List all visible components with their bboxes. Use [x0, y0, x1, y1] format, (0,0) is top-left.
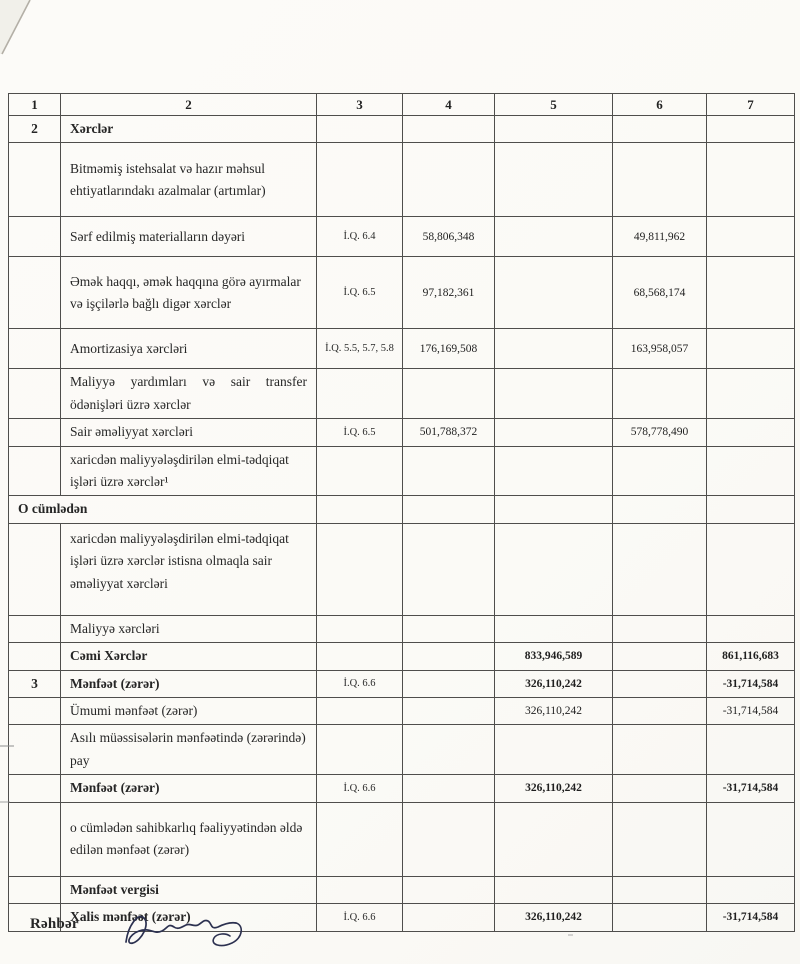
value-cell-col7 [707, 876, 795, 903]
value-cell-col6 [613, 698, 707, 725]
value-cell-col6 [613, 876, 707, 903]
value-cell-col5: 326,110,242 [495, 670, 613, 697]
table-row [9, 419, 795, 446]
row-number-cell [9, 217, 61, 257]
value-cell-col7 [707, 523, 795, 615]
value-cell-col6 [613, 143, 707, 217]
row-description-cell: Ümumi mənfəət (zərər) [61, 698, 317, 725]
table-row [9, 523, 795, 615]
value-cell-col4 [403, 670, 495, 697]
value-cell-col7 [707, 217, 795, 257]
row-number-cell [9, 257, 61, 329]
table-body [9, 116, 795, 932]
column-header: 1 [9, 94, 61, 116]
row-description-cell: Sərf edilmiş materialların dəyəri [61, 217, 317, 257]
row-description-cell: xaricdən maliyyələşdirilən elmi-tədqiqat işləri üzrə xərclər¹ [61, 446, 317, 496]
value-cell-col4 [403, 698, 495, 725]
value-cell-col5: 326,110,242 [495, 904, 613, 931]
value-cell-col7 [707, 496, 795, 523]
value-cell-col6 [613, 116, 707, 143]
row-number-cell [9, 446, 61, 496]
value-cell-col4 [403, 904, 495, 931]
value-cell-col5 [495, 523, 613, 615]
reference-cell [317, 116, 403, 143]
row-number-cell [9, 725, 61, 775]
table-row [9, 615, 795, 642]
row-description-cell: Sair əməliyyat xərcləri [61, 419, 317, 446]
value-cell-col7: -31,714,584 [707, 904, 795, 931]
value-cell-col7: -31,714,584 [707, 670, 795, 697]
column-header: 2 [61, 94, 317, 116]
reference-cell: İ.Q. 6.6 [317, 670, 403, 697]
value-cell-col4 [403, 876, 495, 903]
table-row [9, 802, 795, 876]
value-cell-col4: 97,182,361 [403, 257, 495, 329]
page-corner-fold [0, 0, 60, 72]
scan-artifact-line [0, 745, 14, 747]
row-number-cell [9, 802, 61, 876]
scan-artifact-dot [568, 934, 573, 936]
value-cell-col5 [495, 116, 613, 143]
value-cell-col4: 176,169,508 [403, 329, 495, 369]
scan-artifact-line [0, 801, 10, 803]
value-cell-col5 [495, 496, 613, 523]
value-cell-col4 [403, 643, 495, 670]
table-row [9, 116, 795, 143]
value-cell-col4 [403, 802, 495, 876]
row-description-cell: o cümlədən sahibkarlıq fəaliyyətindən əldə edilən mənfəət (zərər) [61, 802, 317, 876]
value-cell-col6 [613, 523, 707, 615]
table-row [9, 643, 795, 670]
value-cell-col5 [495, 876, 613, 903]
value-cell-col6: 68,568,174 [613, 257, 707, 329]
value-cell-col7: -31,714,584 [707, 698, 795, 725]
table-row [9, 725, 795, 775]
table-row [9, 369, 795, 419]
reference-cell [317, 876, 403, 903]
table-row [9, 257, 795, 329]
row-description-cell: Maliyyə yardımları və sair transfer ödənişləri üzrə xərclər [61, 369, 317, 419]
value-cell-col6 [613, 904, 707, 931]
value-cell-col5 [495, 329, 613, 369]
table-row [9, 446, 795, 496]
row-number-cell [9, 643, 61, 670]
column-header: 4 [403, 94, 495, 116]
reference-cell [317, 802, 403, 876]
row-description-cell: Mənfəət (zərər) [61, 670, 317, 697]
reference-cell [317, 369, 403, 419]
value-cell-col7 [707, 143, 795, 217]
table-row [9, 775, 795, 802]
value-cell-col4 [403, 116, 495, 143]
table-row [9, 698, 795, 725]
table-row [9, 143, 795, 217]
row-description-cell: Əmək haqqı, əmək haqqına görə ayırmalar və işçilərlə bağlı digər xərclər [61, 257, 317, 329]
value-cell-col7 [707, 615, 795, 642]
value-cell-col5 [495, 615, 613, 642]
reference-cell [317, 698, 403, 725]
value-cell-col4 [403, 775, 495, 802]
value-cell-col6 [613, 670, 707, 697]
value-cell-col4 [403, 369, 495, 419]
value-cell-col7 [707, 725, 795, 775]
reference-cell [317, 496, 403, 523]
table-row [9, 217, 795, 257]
reference-cell: İ.Q. 5.5, 5.7, 5.8 [317, 329, 403, 369]
value-cell-col6 [613, 802, 707, 876]
table-header-row [9, 94, 795, 116]
row-description-cell: Asılı müəssisələrin mənfəətində (zərərində) pay [61, 725, 317, 775]
handwritten-signature-icon [116, 896, 256, 958]
value-cell-col7 [707, 329, 795, 369]
reference-cell: İ.Q. 6.4 [317, 217, 403, 257]
row-number-cell [9, 369, 61, 419]
table-row [9, 329, 795, 369]
row-number-cell [9, 615, 61, 642]
value-cell-col7: 861,116,683 [707, 643, 795, 670]
row-description-cell: Mənfəət vergisi [61, 876, 317, 903]
value-cell-col7 [707, 116, 795, 143]
signatory-title-label: Rəhbər [30, 916, 79, 932]
row-description-cell: xaricdən maliyyələşdirilən elmi-tədqiqat işləri üzrə xərclər istisna olmaqla sair əməliyyat xərcləri [61, 523, 317, 615]
row-description-cell: Xalis mənfəət (zərər) [61, 904, 317, 931]
row-number-cell [9, 419, 61, 446]
value-cell-col5 [495, 143, 613, 217]
row-description-cell: Amortizasiya xərcləri [61, 329, 317, 369]
column-header: 3 [317, 94, 403, 116]
row-description-cell: O cümlədən [9, 496, 317, 523]
value-cell-col4 [403, 496, 495, 523]
value-cell-col6 [613, 725, 707, 775]
table-row [9, 496, 795, 523]
value-cell-col6 [613, 369, 707, 419]
value-cell-col5 [495, 217, 613, 257]
value-cell-col5: 326,110,242 [495, 698, 613, 725]
reference-cell: İ.Q. 6.5 [317, 419, 403, 446]
row-description-cell: Cəmi Xərclər [61, 643, 317, 670]
reference-cell [317, 446, 403, 496]
column-header: 7 [707, 94, 795, 116]
value-cell-col7 [707, 446, 795, 496]
value-cell-col4 [403, 143, 495, 217]
value-cell-col7 [707, 419, 795, 446]
value-cell-col7: -31,714,584 [707, 775, 795, 802]
value-cell-col5 [495, 369, 613, 419]
reference-cell [317, 643, 403, 670]
column-header: 5 [495, 94, 613, 116]
row-description-cell: Maliyyə xərcləri [61, 615, 317, 642]
row-number-cell [9, 329, 61, 369]
value-cell-col6 [613, 775, 707, 802]
value-cell-col6 [613, 643, 707, 670]
value-cell-col5 [495, 802, 613, 876]
reference-cell [317, 523, 403, 615]
value-cell-col5: 326,110,242 [495, 775, 613, 802]
value-cell-col6 [613, 496, 707, 523]
reference-cell [317, 615, 403, 642]
row-number-cell [9, 143, 61, 217]
row-number-cell [9, 698, 61, 725]
value-cell-col4 [403, 615, 495, 642]
value-cell-col4: 501,788,372 [403, 419, 495, 446]
value-cell-col4 [403, 523, 495, 615]
row-description-cell: Mənfəət (zərər) [61, 775, 317, 802]
value-cell-col7 [707, 369, 795, 419]
value-cell-col7 [707, 802, 795, 876]
row-number-cell [9, 523, 61, 615]
value-cell-col5 [495, 419, 613, 446]
value-cell-col4: 58,806,348 [403, 217, 495, 257]
value-cell-col6: 163,958,057 [613, 329, 707, 369]
column-header: 6 [613, 94, 707, 116]
table-row [9, 670, 795, 697]
row-number-cell: 2 [9, 116, 61, 143]
reference-cell [317, 143, 403, 217]
value-cell-col6: 49,811,962 [613, 217, 707, 257]
value-cell-col6 [613, 446, 707, 496]
value-cell-col5: 833,946,589 [495, 643, 613, 670]
value-cell-col7 [707, 257, 795, 329]
row-number-cell: 3 [9, 670, 61, 697]
value-cell-col6 [613, 615, 707, 642]
value-cell-col5 [495, 446, 613, 496]
value-cell-col5 [495, 257, 613, 329]
reference-cell: İ.Q. 6.5 [317, 257, 403, 329]
row-number-cell [9, 876, 61, 903]
value-cell-col6: 578,778,490 [613, 419, 707, 446]
financial-report-table [8, 93, 795, 932]
row-number-cell [9, 775, 61, 802]
row-description-cell: Xərclər [61, 116, 317, 143]
reference-cell: İ.Q. 6.6 [317, 775, 403, 802]
reference-cell: İ.Q. 6.6 [317, 904, 403, 931]
row-description-cell: Bitməmiş istehsalat və hazır məhsul ehtiyatlarındakı azalmalar (artımlar) [61, 143, 317, 217]
value-cell-col4 [403, 725, 495, 775]
value-cell-col5 [495, 725, 613, 775]
reference-cell [317, 725, 403, 775]
value-cell-col4 [403, 446, 495, 496]
